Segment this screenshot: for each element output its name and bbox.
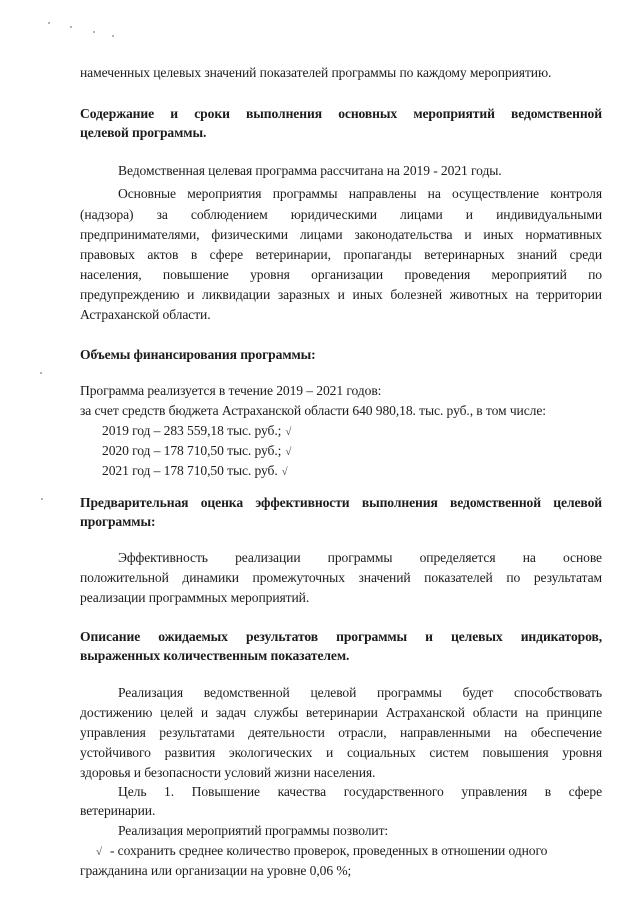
scan-speck [70,26,72,28]
paragraph-line: Астраханской области. [80,307,211,322]
scan-speck [112,35,114,37]
bullet-item: √ - сохранить среднее количество проверок, проведенных в отношении одного [96,843,548,858]
paragraph-line: населения, повышение уровня организации проведения мероприятий по [80,267,602,282]
financing-line: Программа реализуется в течение 2019 – 2021 годов: [80,383,382,398]
goal-line-cont: ветеринарии. [80,803,156,818]
scan-speck [48,22,50,24]
paragraph-line: Реализация ведомственной целевой программы будет способствовать [118,685,602,700]
paragraph-line: (надзора) за соблюдением юридическими лицами и индивидуальными [80,207,602,222]
financing-line: за счет средств бюджета Астраханской области 640 980,18. тыс. руб., в том числе: [80,403,546,418]
check-mark-icon: √ [285,446,292,458]
paragraph-line: предпринимателями, физическими лицами законодательства и иных нормативных [80,227,602,242]
check-mark-icon: √ [281,466,288,478]
paragraph-line: Эффективность реализации программы определяется на основе [118,550,602,565]
paragraph-line: реализации программных мероприятий. [80,590,310,605]
paragraph-line: здоровья и безопасности условий жизни населения. [80,765,376,780]
check-mark-icon: √ [96,846,102,858]
paragraph-line: положительной динамики промежуточных значений показателей по результатам [80,570,602,585]
allows-line: Реализация мероприятий программы позволит: [118,823,389,838]
paragraph-line: устойчивого развития экологических и социальных систем повышения уровня [80,745,602,760]
section-heading-results-cont: выраженных количественным показателем. [80,648,350,663]
goal-line: Цель 1. Повышение качества государственного управления в сфере [118,784,602,799]
paragraph-line: Основные мероприятия программы направлены на осуществление контроля [118,186,602,201]
paragraph-duration: Ведомственная целевая программа рассчитана на 2019 - 2021 годы. [118,163,502,178]
paragraph-line: достижению целей и задач службы ветеринарии Астраханской области на принципе [80,705,602,720]
paragraph-line: предупреждению и ликвидации заразных и иных болезней животных на территории [80,287,602,302]
financing-year-item: 2019 год – 283 559,18 тыс. руб.; √ [102,423,292,438]
financing-year-item: 2021 год – 178 710,50 тыс. руб. √ [102,463,288,478]
paragraph-line: управления результатами деятельности отрасли, направленными на обеспечение [80,725,602,740]
intro-line: намеченных целевых значений показателей программы по каждому мероприятию. [80,65,552,80]
financing-year-item: 2020 год – 178 710,50 тыс. руб.; √ [102,443,292,458]
section-heading-efficiency: Предварительная оценка эффективности выполнения ведомственной целевой [80,495,602,510]
section-heading-financing: Объемы финансирования программы: [80,347,316,362]
scan-speck [40,372,42,374]
scan-speck [93,31,95,33]
bullet-item-cont: гражданина или организации на уровне 0,06 %; [80,863,352,878]
section-heading-content-cont: целевой программы. [80,125,207,140]
section-heading-efficiency-cont: программы: [80,514,156,529]
section-heading-results: Описание ожидаемых результатов программы и целевых индикаторов, [80,629,602,644]
scan-speck [41,498,43,500]
section-heading-content: Содержание и сроки выполнения основных мероприятий ведомственной [80,106,602,121]
check-mark-icon: √ [285,426,292,438]
paragraph-line: правовых актов в сфере ветеринарии, пропаганды ветеринарных знаний среди [80,247,602,262]
